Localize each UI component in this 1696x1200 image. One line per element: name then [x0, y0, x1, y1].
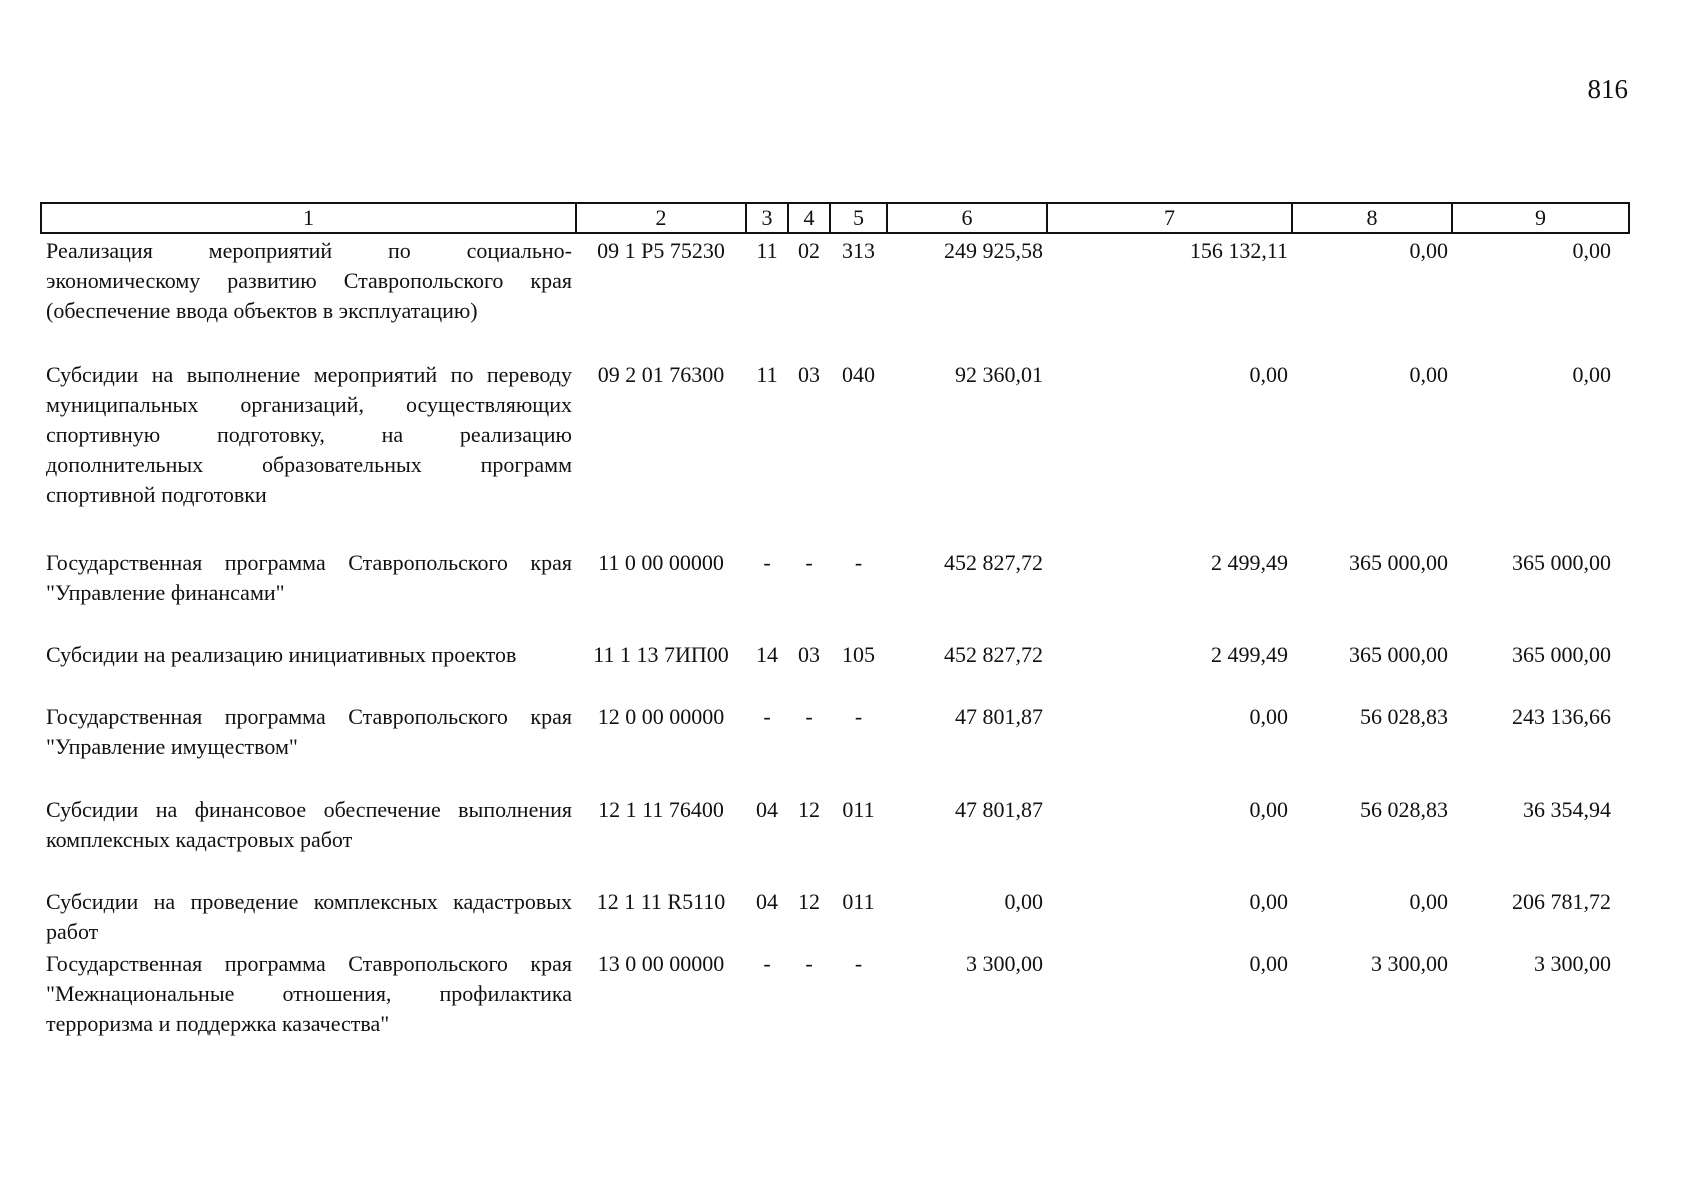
row-col-8: 0,00 — [1409, 889, 1448, 914]
row-col-6: 249 925,58 — [944, 238, 1043, 263]
row-name: Субсидии на проведение комплексных кадастровых работ — [46, 889, 572, 944]
row-name: Субсидии на выполнение мероприятий по переводу муниципальных организаций, осуществляющих спортивную подготовку, на реализацию дополнительных образовательных программ спортивной подготовки — [46, 362, 572, 507]
row-code: 11 1 13 7ИП00 — [593, 642, 729, 667]
row-col-7: 0,00 — [1249, 704, 1288, 729]
row-col-7: 0,00 — [1249, 797, 1288, 822]
row-col-5: 105 — [842, 642, 875, 667]
row-code: 12 1 11 R5110 — [596, 889, 726, 914]
row-col-6: 47 801,87 — [955, 704, 1043, 729]
table-row — [41, 360, 1629, 548]
row-col-3: 04 — [756, 889, 778, 914]
row-col-7: 156 132,11 — [1189, 238, 1288, 263]
row-col-8: 56 028,83 — [1360, 797, 1448, 822]
row-col-8: 365 000,00 — [1349, 550, 1448, 575]
row-col-4: 12 — [798, 797, 820, 822]
budget-table-container — [40, 202, 1628, 1039]
column-header-9: 9 — [1452, 203, 1629, 233]
row-col-4: 12 — [798, 889, 820, 914]
column-header-5: 5 — [830, 203, 887, 233]
row-col-4: 03 — [798, 642, 820, 667]
row-col-4: - — [805, 951, 813, 976]
table-row — [41, 548, 1629, 640]
table-row — [41, 949, 1629, 1039]
page-number: 816 — [1587, 74, 1628, 104]
row-col-7: 2 499,49 — [1211, 550, 1288, 575]
row-code: 12 1 11 76400 — [598, 797, 724, 822]
row-col-6: 47 801,87 — [955, 797, 1043, 822]
table-body — [41, 233, 1629, 1039]
row-col-9: 0,00 — [1572, 238, 1611, 263]
header-row — [41, 203, 1629, 233]
row-col-5: 040 — [842, 362, 875, 387]
row-col-4: 03 — [798, 362, 820, 387]
row-name: Государственная программа Ставропольского края "Управление имуществом" — [46, 704, 572, 759]
column-header-1: 1 — [41, 203, 576, 233]
budget-table — [40, 202, 1630, 1039]
row-code: 09 2 01 76300 — [597, 362, 725, 387]
row-col-3: 11 — [756, 238, 778, 263]
row-col-9: 3 300,00 — [1534, 951, 1611, 976]
column-header-8: 8 — [1292, 203, 1452, 233]
table-header — [41, 203, 1629, 233]
row-col-3: - — [763, 704, 771, 729]
row-col-3: - — [763, 951, 771, 976]
row-col-9: 243 136,66 — [1512, 704, 1611, 729]
row-col-6: 0,00 — [1004, 889, 1043, 914]
column-header-6: 6 — [887, 203, 1047, 233]
row-col-8: 56 028,83 — [1360, 704, 1448, 729]
row-col-8: 0,00 — [1409, 238, 1448, 263]
row-col-4: 02 — [798, 238, 820, 263]
row-name: Государственная программа Ставропольского края "Межнациональные отношения, профилактика терроризма и поддержка казачества" — [46, 951, 572, 1036]
row-code: 13 0 00 00000 — [597, 951, 725, 976]
column-header-3: 3 — [746, 203, 788, 233]
row-col-7: 0,00 — [1249, 889, 1288, 914]
row-code: 11 0 00 00000 — [598, 550, 724, 575]
row-code: 09 1 P5 75230 — [597, 238, 725, 263]
table-row — [41, 795, 1629, 887]
row-col-6: 452 827,72 — [944, 642, 1043, 667]
row-col-8: 365 000,00 — [1349, 642, 1448, 667]
column-header-2: 2 — [576, 203, 746, 233]
row-col-5: 313 — [842, 238, 875, 263]
table-row — [41, 233, 1629, 360]
row-col-5: - — [854, 951, 863, 976]
row-name: Реализация мероприятий по социально-экономическому развитию Ставропольского края (обеспечение ввода объектов в эксплуатацию) — [46, 238, 572, 323]
row-col-9: 365 000,00 — [1512, 550, 1611, 575]
row-col-5: - — [854, 550, 863, 575]
row-col-3: 11 — [756, 362, 778, 387]
row-name: Государственная программа Ставропольского края "Управление финансами" — [46, 550, 572, 605]
row-col-5: 011 — [842, 889, 875, 914]
row-col-4: - — [805, 550, 813, 575]
row-col-9: 365 000,00 — [1512, 642, 1611, 667]
row-col-5: 011 — [842, 797, 875, 822]
row-name: Субсидии на реализацию инициативных проектов — [46, 642, 517, 667]
row-col-9: 36 354,94 — [1523, 797, 1611, 822]
row-col-5: - — [854, 704, 863, 729]
row-col-6: 452 827,72 — [944, 550, 1043, 575]
row-col-7: 2 499,49 — [1211, 642, 1288, 667]
row-col-8: 3 300,00 — [1371, 951, 1448, 976]
table-row — [41, 702, 1629, 795]
table-row — [41, 887, 1629, 949]
row-col-3: 14 — [756, 642, 778, 667]
row-col-4: - — [805, 704, 813, 729]
row-col-9: 206 781,72 — [1512, 889, 1611, 914]
row-col-3: 04 — [756, 797, 778, 822]
row-col-7: 0,00 — [1249, 951, 1288, 976]
row-col-8: 0,00 — [1409, 362, 1448, 387]
column-header-4: 4 — [788, 203, 830, 233]
table-row — [41, 640, 1629, 702]
row-code: 12 0 00 00000 — [597, 704, 725, 729]
row-col-3: - — [763, 550, 771, 575]
row-name: Субсидии на финансовое обеспечение выполнения комплексных кадастровых работ — [46, 797, 572, 852]
row-col-6: 3 300,00 — [966, 951, 1043, 976]
column-header-7: 7 — [1047, 203, 1292, 233]
row-col-7: 0,00 — [1249, 362, 1288, 387]
row-col-9: 0,00 — [1572, 362, 1611, 387]
row-col-6: 92 360,01 — [955, 362, 1043, 387]
